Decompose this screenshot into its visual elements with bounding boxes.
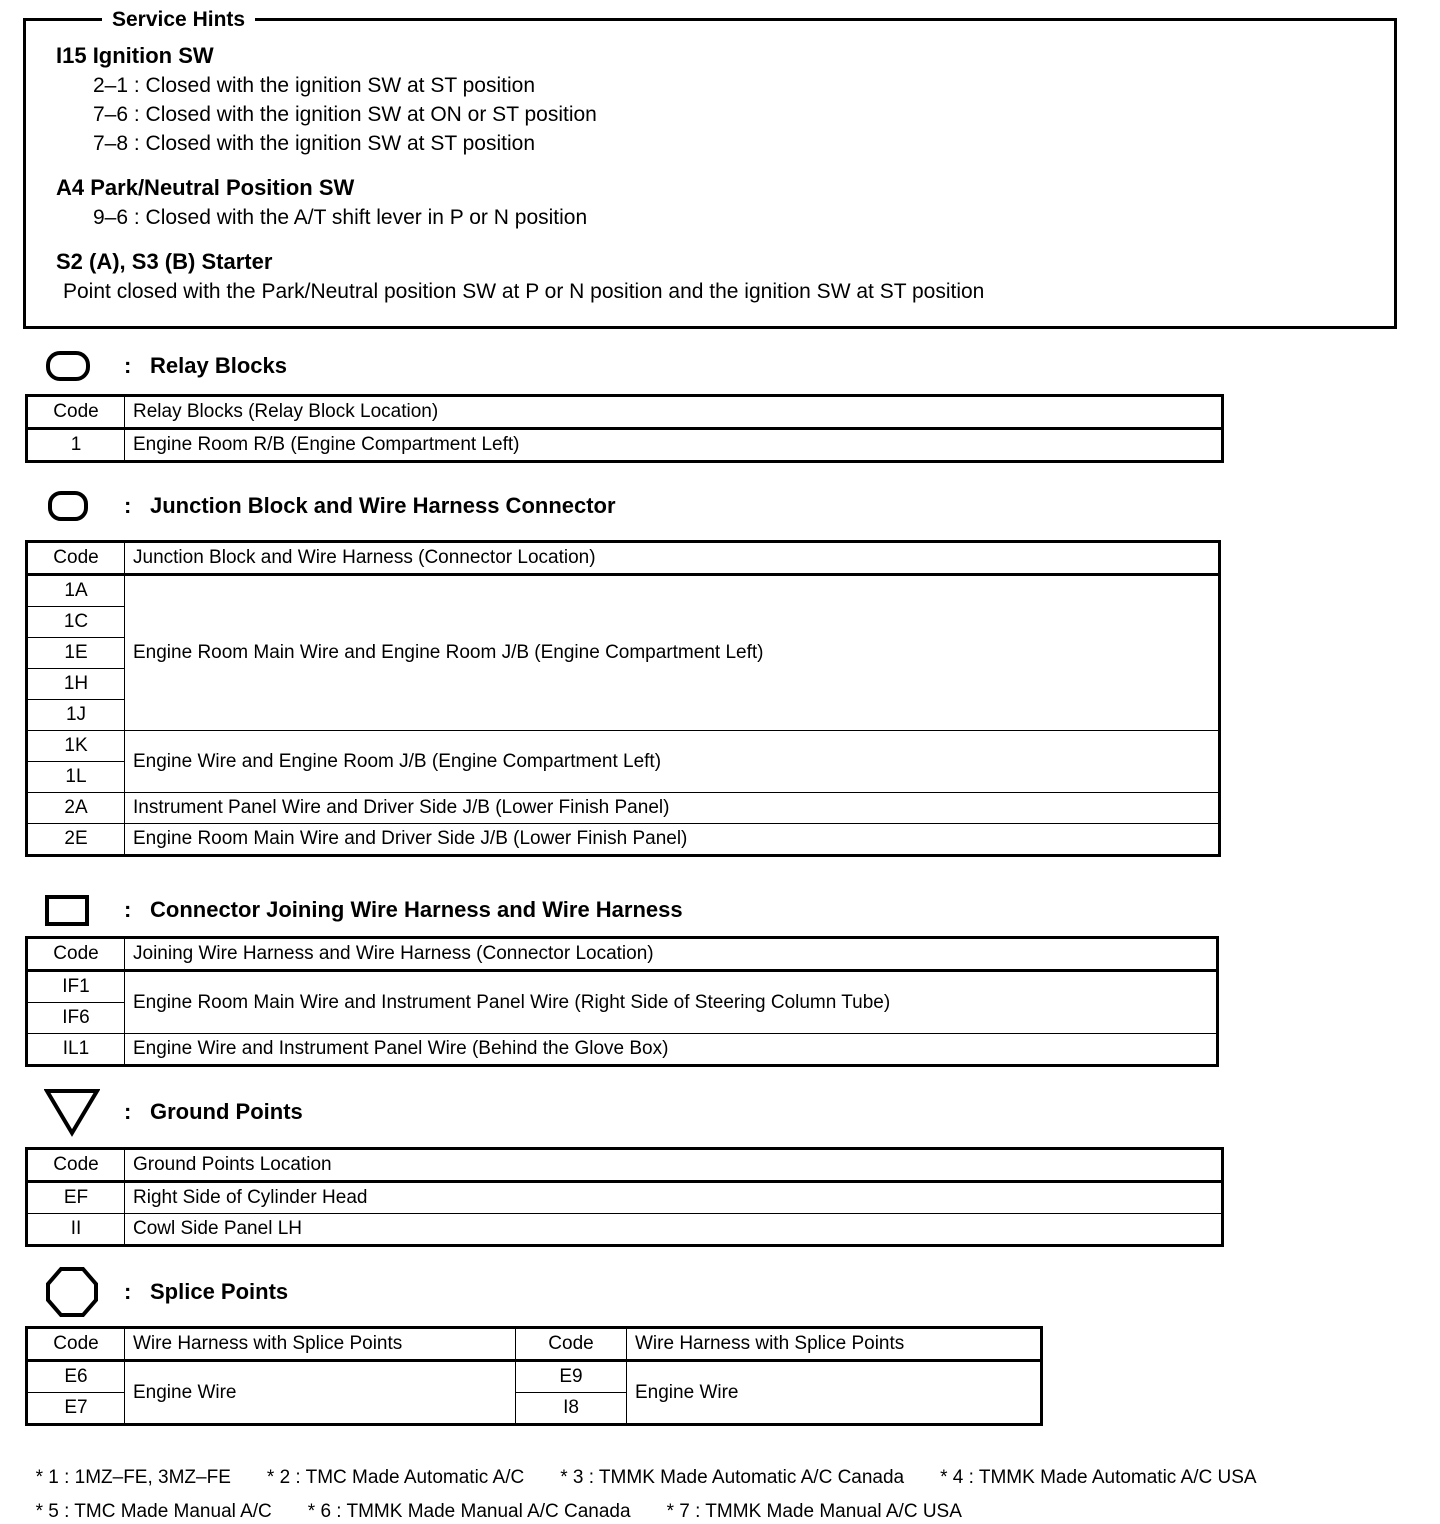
description-cell: Engine Wire: [627, 1361, 1042, 1425]
header-description: Wire Harness with Splice Points: [627, 1328, 1042, 1361]
section-title: Relay Blocks: [150, 353, 287, 378]
code-cell: 1A: [27, 575, 125, 607]
colon: :: [124, 353, 132, 378]
header-code: Code: [27, 542, 125, 575]
table-row: [27, 1034, 1218, 1066]
header-code: Code: [27, 938, 125, 971]
hint-group-park-neutral-sw: [56, 173, 587, 232]
section-heading-connector-joining: [44, 890, 683, 930]
table-row: [27, 429, 1223, 462]
description-cell: Cowl Side Panel LH: [125, 1214, 1223, 1246]
hint-title: S2 (A), S3 (B) Starter: [56, 249, 273, 274]
footnote: * 7 : TMMK Made Manual A/C USA: [666, 1501, 962, 1522]
hint-line: 7–8 : Closed with the ignition SW at ST position: [93, 132, 536, 155]
section-heading-junction-block: [44, 486, 616, 526]
triangle-down-icon: [44, 1092, 100, 1132]
code-cell: IL1: [27, 1034, 125, 1066]
section-title: Ground Points: [150, 1099, 303, 1124]
table-row: [27, 575, 1220, 607]
section-heading-ground-points: [44, 1092, 303, 1132]
rounded-rectangle-icon: [44, 346, 100, 386]
octagon-icon: [44, 1272, 100, 1312]
hint-group-starter: [56, 247, 984, 306]
colon: :: [124, 1279, 132, 1304]
ground-points-table: [25, 1147, 1224, 1247]
header-code: Code: [516, 1328, 627, 1361]
header-code: Code: [27, 1149, 125, 1182]
table-header-row: [27, 1328, 1042, 1361]
rounded-rectangle-icon: [44, 486, 100, 526]
table-header-row: [27, 542, 1220, 575]
code-cell: 1C: [27, 607, 125, 638]
header-description: Relay Blocks (Relay Block Location): [125, 396, 1223, 429]
code-cell: II: [27, 1214, 125, 1246]
table-row: [27, 731, 1220, 762]
header-description: Joining Wire Harness and Wire Harness (Connector Location): [125, 938, 1218, 971]
header-description: Wire Harness with Splice Points: [125, 1328, 516, 1361]
colon: :: [124, 493, 132, 518]
code-cell: IF6: [27, 1003, 125, 1034]
code-cell: 1E: [27, 638, 125, 669]
hint-paragraph: Point closed with the Park/Neutral position SW at P or N position and the ignition SW at ST position: [63, 280, 985, 303]
description-cell: Right Side of Cylinder Head: [125, 1182, 1223, 1214]
code-cell: EF: [27, 1182, 125, 1214]
code-cell: I8: [516, 1393, 627, 1425]
table-row: [27, 824, 1220, 856]
table-header-row: [27, 938, 1218, 971]
colon: :: [124, 1099, 132, 1124]
service-hints-title: Service Hints: [102, 7, 255, 33]
junction-block-table: [25, 540, 1221, 857]
footnote: * 6 : TMMK Made Manual A/C Canada: [307, 1501, 631, 1522]
table-row: [27, 1182, 1223, 1214]
header-code: Code: [27, 396, 125, 429]
description-cell: Engine Room Main Wire and Engine Room J/B (Engine Compartment Left): [125, 575, 1220, 731]
service-hints-box: [23, 8, 1397, 329]
section-title: Connector Joining Wire Harness and Wire Harness: [150, 897, 683, 922]
code-cell: E7: [27, 1393, 125, 1425]
code-cell: 1J: [27, 700, 125, 731]
code-cell: 1K: [27, 731, 125, 762]
hint-group-ignition-sw: [56, 41, 597, 158]
code-cell: 1H: [27, 669, 125, 700]
footnote: * 3 : TMMK Made Automatic A/C Canada: [560, 1467, 905, 1488]
header-description: Junction Block and Wire Harness (Connector Location): [125, 542, 1220, 575]
section-title: Splice Points: [150, 1279, 289, 1304]
colon: :: [124, 897, 132, 922]
footnotes-line-2: [25, 1476, 998, 1524]
code-cell: 2E: [27, 824, 125, 856]
description-cell: Engine Room R/B (Engine Compartment Left): [125, 429, 1223, 462]
table-row: [27, 971, 1218, 1003]
section-title: Junction Block and Wire Harness Connector: [150, 493, 616, 518]
description-cell: Engine Wire and Engine Room J/B (Engine Compartment Left): [125, 731, 1220, 793]
footnote: * 1 : 1MZ–FE, 3MZ–FE: [35, 1467, 231, 1488]
table-header-row: [27, 1149, 1223, 1182]
description-cell: Engine Room Main Wire and Instrument Panel Wire (Right Side of Steering Column Tube): [125, 971, 1218, 1034]
connector-joining-table: [25, 936, 1219, 1067]
code-cell: 1: [27, 429, 125, 462]
code-cell: 1L: [27, 762, 125, 793]
description-cell: Instrument Panel Wire and Driver Side J/B (Lower Finish Panel): [125, 793, 1220, 824]
section-heading-relay-blocks: [44, 346, 287, 386]
table-row: [27, 793, 1220, 824]
section-heading-splice-points: [44, 1272, 288, 1312]
hint-title: A4 Park/Neutral Position SW: [56, 175, 355, 200]
splice-points-table: [25, 1326, 1043, 1426]
header-description: Ground Points Location: [125, 1149, 1223, 1182]
square-icon: [44, 890, 100, 930]
footnote: * 2 : TMC Made Automatic A/C: [266, 1467, 525, 1488]
table-row: [27, 1361, 1042, 1393]
hint-line: 7–6 : Closed with the ignition SW at ON or ST position: [93, 103, 597, 126]
description-cell: Engine Wire: [125, 1361, 516, 1425]
code-cell: E9: [516, 1361, 627, 1393]
code-cell: E6: [27, 1361, 125, 1393]
footnote: * 5 : TMC Made Manual A/C: [35, 1501, 272, 1522]
footnote: * 4 : TMMK Made Automatic A/C USA: [940, 1467, 1257, 1488]
hint-title: I15 Ignition SW: [56, 43, 214, 68]
code-cell: IF1: [27, 971, 125, 1003]
header-code: Code: [27, 1328, 125, 1361]
table-row: [27, 1214, 1223, 1246]
code-cell: 2A: [27, 793, 125, 824]
description-cell: Engine Wire and Instrument Panel Wire (Behind the Glove Box): [125, 1034, 1218, 1066]
hint-line: 9–6 : Closed with the A/T shift lever in P or N position: [93, 206, 588, 229]
relay-blocks-table: [25, 394, 1224, 463]
table-header-row: [27, 396, 1223, 429]
hint-line: 2–1 : Closed with the ignition SW at ST position: [93, 74, 536, 97]
description-cell: Engine Room Main Wire and Driver Side J/B (Lower Finish Panel): [125, 824, 1220, 856]
